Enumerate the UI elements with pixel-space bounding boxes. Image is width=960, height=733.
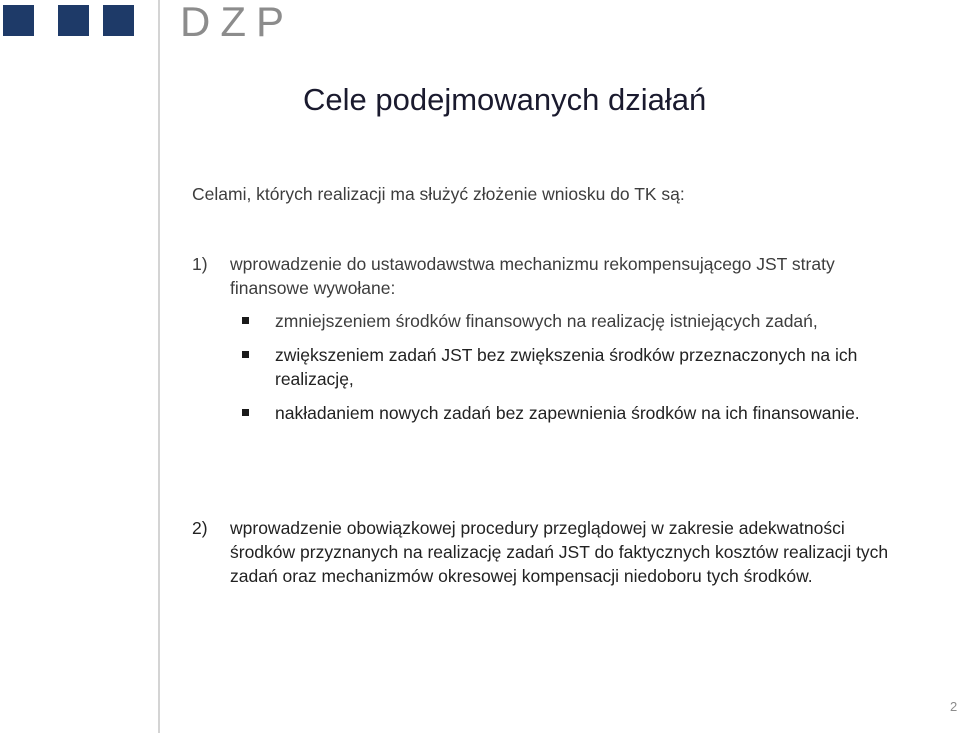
sub-bullet-list <box>240 309 860 435</box>
intro-text: Celami, których realizacji ma służyć złożenie wniosku do TK są: <box>192 184 685 204</box>
square-bullet-icon <box>242 409 249 416</box>
vertical-divider <box>158 0 160 733</box>
logo-text: DZP <box>180 0 294 45</box>
slide-title: Cele podejmowanych działań <box>303 82 707 117</box>
bullet-item <box>240 309 860 333</box>
square-bullet-icon <box>242 351 249 358</box>
logo-square-3 <box>103 5 134 36</box>
bullet-text: zmniejszeniem środków finansowych na realizację istniejących zadań, <box>275 311 818 331</box>
bullet-item <box>240 401 860 425</box>
square-bullet-icon <box>242 317 249 324</box>
item-number: 1) <box>192 254 208 274</box>
bullet-text: zwiększeniem zadań JST bez zwiększenia środków przeznaczonych na ich realizację, <box>275 345 858 389</box>
item-text: wprowadzenie do ustawodawstwa mechanizmu rekompensującego JST straty finansowe wywołane: <box>230 254 835 298</box>
list-item-2 <box>192 516 892 588</box>
logo-square-1 <box>3 5 34 36</box>
item-number: 2) <box>192 518 208 538</box>
bullet-text: nakładaniem nowych zadań bez zapewnienia środków na ich finansowanie. <box>275 403 860 423</box>
list-item-1 <box>192 252 892 300</box>
bullet-item <box>240 343 860 391</box>
logo-square-2 <box>58 5 89 36</box>
page-number: 2 <box>950 699 958 714</box>
item-text: wprowadzenie obowiązkowej procedury przeglądowej w zakresie adekwatności środków przyznanych na realizację zadań JST do faktycznych kosztów realizacji tych zadań oraz mechanizmów okresowej kompensacji niedoboru tych środków. <box>230 518 889 586</box>
